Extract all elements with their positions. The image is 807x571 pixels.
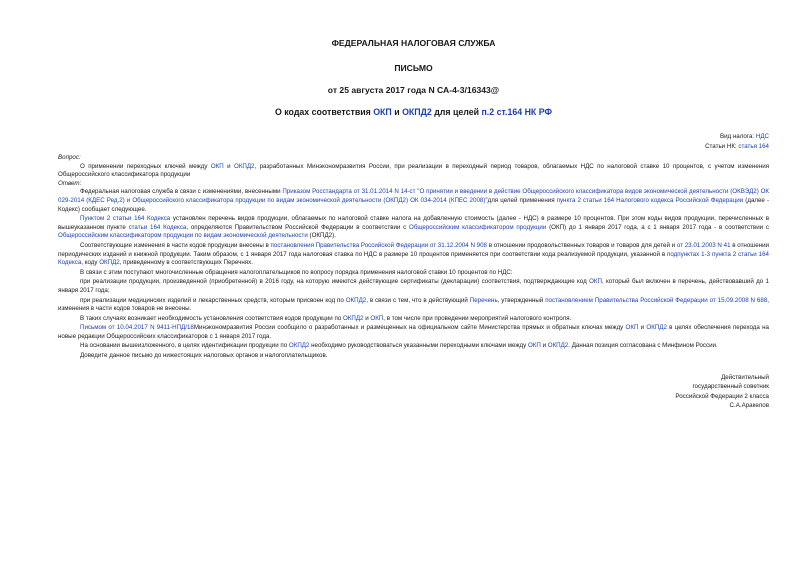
tax-code-link[interactable]: статьи 164 Кодекса [128, 223, 187, 231]
tax-type-label: Вид налога: [719, 133, 756, 140]
text: установлен перечень видов продукции, облагаемых по налоговой ставке налога на добавленную стоимость (далее - НДС) в размере 10 процентов. При этом коды видов продукции, перечисленных в вышеуказанном пункте [58, 215, 769, 231]
tax-article-link[interactable]: статья 164 [738, 143, 769, 150]
text: (ОКП) до 1 января 2017 года, а с 1 января 2017 года - в соответствии с [546, 223, 769, 231]
text: На основании вышеизложенного, в целях идентификации продукции по [80, 342, 289, 350]
government-decree-link[interactable]: от 23.01.2003 N 41 [676, 241, 731, 249]
text: необходимо руководствоваться указанными переходными ключами между [309, 342, 528, 350]
okpd2-link[interactable]: ОКПД2 [99, 259, 120, 267]
answer-label: Ответ: [58, 179, 82, 187]
answer-paragraph-10: Доведите данное письмо до нижестоящих налоговых органов и налогоплательщиков. [80, 352, 328, 360]
text: (ОКПД2). [307, 232, 336, 240]
text: Соответствующие изменения в части кодов продукции внесены в [80, 241, 271, 249]
question-label: Вопрос: [58, 154, 81, 161]
tax-code-link[interactable]: подпунктах 1-3 пункта 2 статьи 164 Кодекса [58, 250, 769, 267]
government-decree-link[interactable]: постановлением Правительства Российской Федерации от 15.09.2008 N 688 [545, 296, 768, 304]
tax-type-link[interactable]: НДС [755, 133, 769, 140]
title-text: для целей [431, 107, 482, 117]
signature-line: Действительный [721, 373, 769, 381]
text: в отношении продовольственных товаров и товаров для детей и [487, 241, 677, 249]
okpd2-link[interactable]: ОКПД2 [288, 342, 310, 350]
okp-link[interactable]: ОКП [589, 278, 602, 286]
answer-paragraph-3 [58, 242, 769, 268]
text: Минэкономразвития России сообщило о разработанных и размещенных на официальном сайте Министерства прямых и обратных ключах между [193, 324, 626, 332]
text: , утвержденный [497, 296, 546, 304]
okp-link[interactable]: ОКП [625, 324, 639, 332]
text: В таких случаях возникает необходимость установления соответствия кодов продукции по [80, 314, 343, 322]
text: , изменения в части кодов товаров не внесены. [58, 296, 769, 313]
okp-link[interactable]: ОКП [370, 314, 384, 322]
text: . Данная позиция согласована с Минфином России. [568, 342, 718, 350]
text: , разработанных Минэкономразвития России, при реализации в переходный период товаров, облагаемых НДС по налоговой ставке 10 процентов, с учетом изменения Общероссийского классификатора продукции [58, 162, 769, 179]
answer-paragraph-2 [58, 215, 769, 241]
text: , приведенному в соответствующих Перечнях. [119, 259, 253, 267]
text: и [540, 342, 548, 350]
text: , определяются Правительством Российской Федерации в соответствии с [186, 223, 410, 231]
text: при реализации медицинских изделий и лекарственных средств, которым присвоен код по [80, 296, 346, 304]
doc-type-heading: ПИСЬМО [394, 63, 433, 73]
title-text: и [391, 107, 403, 117]
answer-paragraph-5 [58, 278, 769, 295]
text: (далее - Кодекс) сообщает следующее. [58, 196, 770, 213]
text: Федеральная налоговая служба в связи с изменениями, внесенными [80, 188, 283, 196]
government-decree-link[interactable]: постановления Правительства Российской Федерации от 31.12.2004 N 908 [270, 241, 487, 249]
question-text [58, 163, 769, 180]
text: в целях обеспечения перехода на новые редакции Общероссийских классификаторов с 1 января 2017 года. [58, 324, 769, 340]
text: , в связи с тем, что в действующий [366, 296, 470, 304]
signature-line: Российской Федерации 2 класса [675, 392, 769, 400]
text: , который был включен в перечень, действовавший до 1 января 2017 года; [58, 278, 769, 294]
tax-code-link[interactable]: пункта 2 статьи 164 Налогового кодекса Российской Федерации [556, 196, 744, 204]
signatory-name: С.А.Аракелов [729, 402, 769, 410]
signature-line: государственный советник [692, 383, 769, 391]
okpd2-classifier-link[interactable]: Общероссийским классификатором продукции по видам экономической деятельности [58, 232, 308, 240]
text: при реализации продукции, произведенной (приобретенной) в 2016 году, на которую имеются действующие сертификаты (декларации) соответствия, подтверждающие код [80, 278, 590, 286]
date-line: от 25 августа 2017 года N СА-4-3/16343@ [327, 85, 500, 95]
okp-link[interactable]: ОКП [527, 342, 541, 350]
tax-code-link[interactable]: Пунктом 2 статьи 164 Кодекса [80, 215, 171, 223]
okp-link[interactable]: ОКП [373, 107, 392, 117]
text: О применении переходных ключей между [80, 162, 211, 170]
text: , коду [81, 259, 100, 267]
answer-paragraph-7 [58, 315, 769, 324]
ministry-letter-link[interactable]: Письмом от 10.04.2017 N 9411-НПД/18 [80, 324, 194, 332]
tax-article-line [58, 142, 769, 152]
okpd2-link[interactable]: ОКПД2 [342, 314, 364, 322]
text: в отношении периодических изданий и книжной продукции. Таким образом, с 1 января 2017 года налоговая ставка по НДС в размере 10 процентов применяется при соответствии кода реализуемой продукции, указанной в [58, 241, 769, 258]
answer-paragraph-1 [58, 188, 769, 214]
text: , в том числе при проведении мероприятий налогового контроля. [383, 314, 572, 322]
org-heading: ФЕДЕРАЛЬНАЯ НАЛОГОВАЯ СЛУЖБА [331, 38, 496, 48]
answer-paragraph-9 [58, 342, 769, 351]
tax-code-link[interactable]: п.2 ст.164 НК РФ [481, 107, 552, 117]
okpd2-link[interactable]: ОКПД2 [345, 296, 367, 304]
answer-paragraph-6 [58, 297, 769, 314]
rosstandart-order-link[interactable]: Приказом Росстандарта от 31.01.2014 N 14-ст "О принятии и введении в действие Общероссийского классификатора видов экономической деятельности (ОКВЭД2) ОК 029-2014 (КДЕС Ред.2) и Общероссийского классификатора продукции по видам экономической деятельности (ОКПД2) ОК 034-2014 (КПЕС 2008) [58, 188, 770, 204]
text: и [363, 314, 371, 322]
text: "для целей применения [485, 196, 557, 204]
title-text: О кодах соответствия [274, 107, 374, 117]
okp-link[interactable]: ОКП [210, 162, 224, 170]
okpd2-link[interactable]: ОКПД2 [402, 107, 432, 117]
text: и [638, 324, 647, 332]
okpd2-link[interactable]: ОКПД2 [646, 324, 667, 332]
answer-paragraph-4: В связи с этим поступают многочисленные обращения налогоплательщиков по вопросу порядка применения налоговой ставки 10 процентов по НДС: [80, 268, 513, 276]
signature-block [58, 373, 769, 411]
document-title [58, 107, 769, 118]
okpd2-link[interactable]: ОКПД2 [547, 342, 569, 350]
tax-type-line [58, 132, 769, 142]
tax-article-label: Статьи НК: [705, 143, 739, 150]
okp-classifier-link[interactable]: Общероссийским классификатором продукции [409, 223, 547, 231]
answer-paragraph-8 [58, 324, 769, 341]
okpd2-link[interactable]: ОКПД2 [234, 162, 255, 170]
list-link[interactable]: Перечень [469, 296, 498, 304]
text: и [223, 162, 234, 170]
